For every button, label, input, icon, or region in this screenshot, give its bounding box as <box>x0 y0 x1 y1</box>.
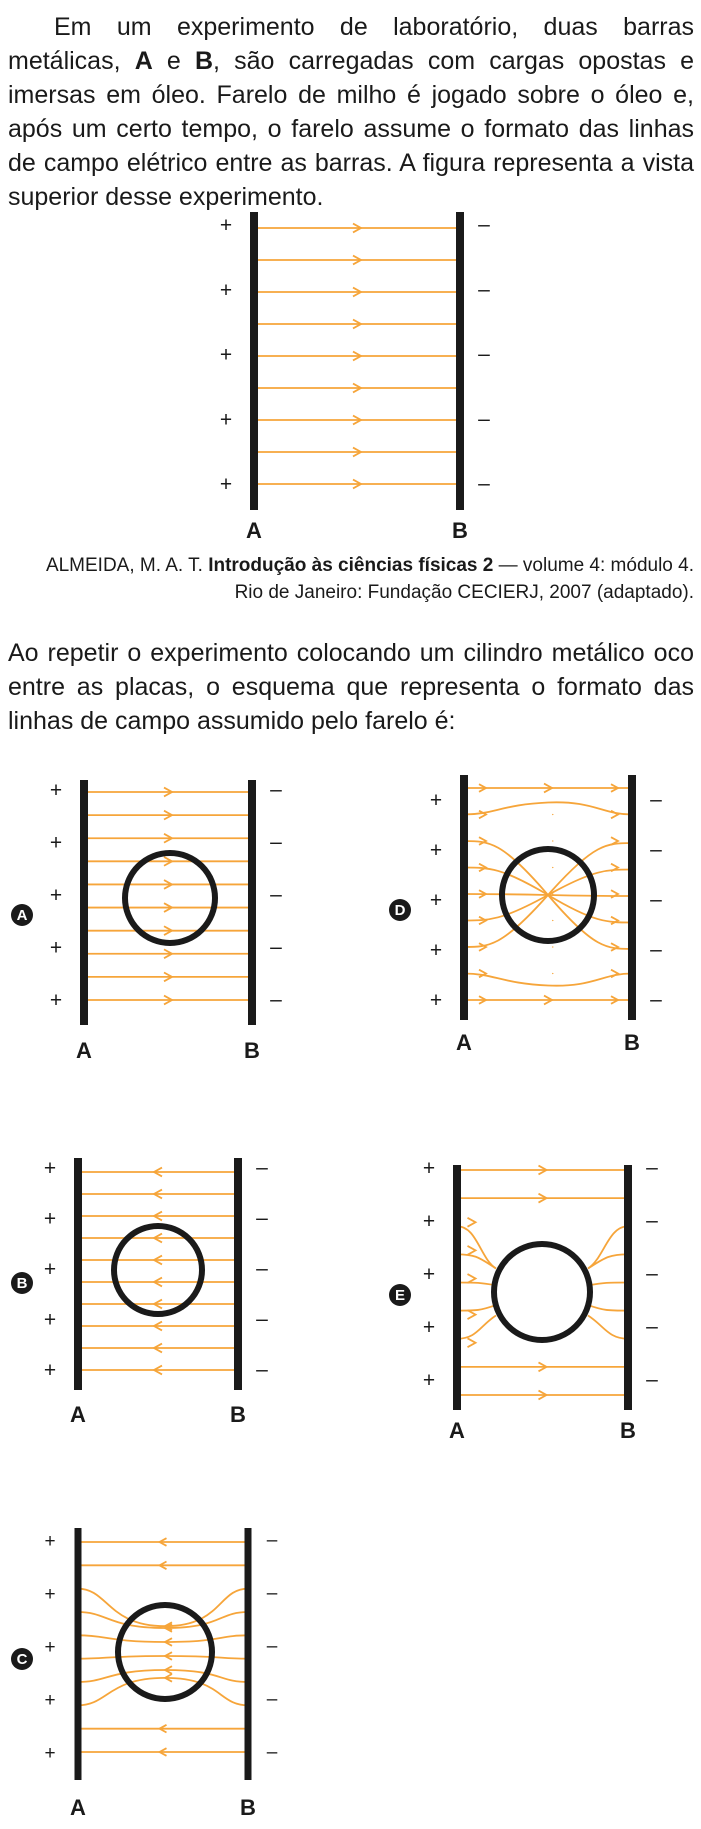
minus-sign: – <box>478 472 490 495</box>
plus-sign: + <box>43 1157 57 1180</box>
field-line <box>457 1305 496 1311</box>
minus-sign: – <box>256 1206 268 1230</box>
plus-sign: + <box>49 884 63 907</box>
field-line <box>457 1316 496 1339</box>
plus-sign: + <box>429 789 443 812</box>
intro-text-1: Em um experimento de laboratório, duas barras metálicas, <box>8 13 694 75</box>
minus-sign: – <box>650 788 662 811</box>
minus-sign: – <box>270 883 282 906</box>
plus-sign: + <box>43 1207 57 1231</box>
plus-sign: + <box>219 473 233 496</box>
citation-title: Introdução às ciências físicas 2 <box>208 555 494 576</box>
citation-authors: ALMEIDA, M. A. T. <box>45 555 209 576</box>
plus-sign: + <box>219 343 233 367</box>
field-arrow <box>468 1274 476 1283</box>
minus-sign: – <box>646 1156 658 1179</box>
plus-sign: + <box>49 936 63 960</box>
minus-sign: – <box>256 1358 268 1381</box>
plus-sign: + <box>219 214 233 237</box>
bar-label-a: A <box>449 1418 465 1443</box>
field-line <box>78 1670 248 1682</box>
metal-cylinder <box>118 1605 212 1699</box>
option-letter: A <box>16 907 28 924</box>
field-line <box>588 1305 628 1311</box>
bar-label-b: B <box>620 1418 636 1443</box>
minus-sign: – <box>646 1262 658 1285</box>
option-letter: D <box>394 902 406 919</box>
minus-sign: – <box>270 935 282 959</box>
plus-sign: + <box>422 1157 436 1180</box>
plus-sign: + <box>422 1369 436 1392</box>
option-e-figure <box>389 1156 658 1443</box>
citation-details: — volume 4: módulo 4. Rio de Janeiro: Fundação CECIERJ, 2007 (adaptado). <box>234 555 694 603</box>
option-a-figure <box>11 778 282 1063</box>
field-line <box>588 1254 628 1268</box>
bar-label-a: A <box>70 1795 86 1820</box>
bar-label-b: B <box>240 1795 256 1820</box>
field-line <box>78 1656 248 1659</box>
field-arrow <box>468 1246 476 1255</box>
plus-sign: + <box>429 839 443 862</box>
field-line <box>588 1316 628 1339</box>
plus-sign: + <box>422 1316 436 1339</box>
bar-label-a: A <box>246 518 262 543</box>
plus-sign: + <box>43 1258 57 1281</box>
plus-sign: + <box>44 1584 56 1605</box>
plus-sign: + <box>422 1210 436 1233</box>
minus-sign: – <box>650 938 662 961</box>
field-arrow <box>611 970 618 978</box>
minus-sign: – <box>478 213 490 236</box>
bar-label-b: B <box>244 1038 260 1063</box>
minus-sign: – <box>256 1307 268 1331</box>
field-line <box>457 1226 496 1268</box>
field-line <box>464 802 632 814</box>
field-arrow <box>468 1310 476 1319</box>
option-letter: B <box>16 1275 28 1292</box>
field-line <box>464 974 632 986</box>
intro-text-3: , são carregadas com cargas opostas e imersas em óleo. Farelo de milho é jogado sobre o óleo e, após um certo tempo, o farelo assume o formato das linhas de campo elétrico entre as barras. A figura representa a vista superior desse experimento. <box>8 47 695 211</box>
field-arrow <box>611 811 618 819</box>
bar-b-bold: B <box>194 47 214 75</box>
field-arrow <box>468 1218 476 1227</box>
minus-sign: – <box>646 1315 658 1338</box>
option-badge <box>389 1284 411 1306</box>
plus-sign: + <box>43 1359 57 1382</box>
minus-sign: – <box>646 1368 658 1391</box>
minus-sign: – <box>266 1583 278 1604</box>
plus-sign: + <box>429 989 443 1012</box>
option-badge <box>11 904 33 926</box>
minus-sign: – <box>266 1689 278 1710</box>
minus-sign: – <box>478 342 490 366</box>
option-badge <box>11 1272 33 1294</box>
bar-label-a: A <box>456 1030 472 1055</box>
metal-cylinder <box>494 1244 590 1340</box>
plus-sign: + <box>44 1531 56 1552</box>
bar-a-bold: A <box>134 47 153 75</box>
plus-sign: + <box>429 939 443 962</box>
option-b-figure <box>11 1156 268 1427</box>
option-letter: C <box>16 1651 28 1668</box>
bar-label-b: B <box>452 518 468 543</box>
field-line <box>78 1635 248 1642</box>
plus-sign: + <box>44 1637 56 1658</box>
option-letter: E <box>394 1287 406 1304</box>
plus-sign: + <box>43 1308 57 1332</box>
minus-sign: – <box>650 838 662 861</box>
bar-label-b: B <box>230 1402 246 1427</box>
plus-sign: + <box>219 408 233 432</box>
minus-sign: – <box>266 1742 278 1763</box>
option-d-figure <box>389 775 662 1055</box>
option-badge <box>11 1648 33 1670</box>
minus-sign: – <box>270 988 282 1011</box>
field-arrow <box>468 1338 476 1347</box>
field-line <box>457 1254 496 1268</box>
plus-sign: + <box>49 989 63 1012</box>
bar-label-a: A <box>76 1038 92 1063</box>
option-c-figure <box>11 1528 278 1820</box>
main-figure <box>220 212 490 543</box>
field-line <box>588 1283 628 1286</box>
bar-label-a: A <box>70 1402 86 1427</box>
plus-sign: + <box>422 1263 436 1286</box>
minus-sign: – <box>270 830 282 854</box>
minus-sign: – <box>256 1257 268 1280</box>
minus-sign: – <box>650 988 662 1011</box>
option-badge <box>389 899 411 921</box>
question-prompt: Ao repetir o experimento colocando um cilindro metálico oco entre as placas, o esquema que representa o formato das linhas de campo assumido pelo farelo é: <box>8 639 694 735</box>
minus-sign: – <box>256 1156 268 1179</box>
field-line <box>588 1226 628 1268</box>
plus-sign: + <box>44 1743 56 1764</box>
field-arrow <box>611 917 618 925</box>
minus-sign: – <box>478 277 490 301</box>
minus-sign: – <box>266 1636 278 1657</box>
minus-sign: – <box>478 407 490 431</box>
plus-sign: + <box>49 779 63 802</box>
minus-sign: – <box>650 888 662 911</box>
plus-sign: + <box>44 1690 56 1711</box>
plus-sign: + <box>429 889 443 912</box>
minus-sign: – <box>646 1209 658 1232</box>
bar-label-b: B <box>624 1030 640 1055</box>
plus-sign: + <box>219 278 233 302</box>
intro-text-2: e <box>152 47 195 75</box>
minus-sign: – <box>266 1530 278 1551</box>
minus-sign: – <box>270 778 282 801</box>
plus-sign: + <box>49 831 63 855</box>
field-line <box>457 1283 496 1286</box>
